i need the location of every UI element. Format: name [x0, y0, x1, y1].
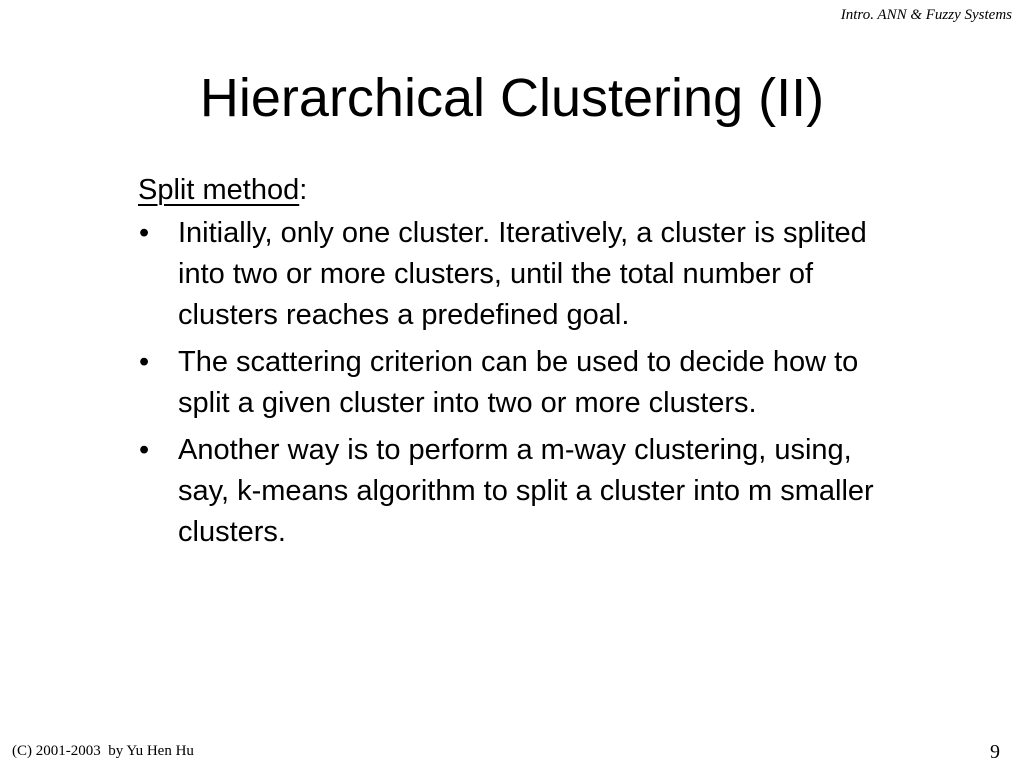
bullet-text: Another way is to perform a m-way clustering, using, say, k-means algorithm to split a cluster into m smaller clusters.	[178, 434, 874, 548]
page-number: 9	[990, 741, 1000, 763]
bullet-text: The scattering criterion can be used to decide how to split a given cluster into two or more clusters.	[178, 346, 859, 419]
section-heading-label: Split method	[138, 174, 300, 206]
course-title-header: Intro. ANN & Fuzzy Systems	[840, 7, 1012, 23]
bullet-text: Initially, only one cluster. Iteratively, a cluster is splited into two or more clusters, until the total number of clusters reaches a predefined goal.	[178, 217, 867, 331]
copyright-footer: (C) 2001-2003 by Yu Hen Hu	[12, 743, 194, 759]
bullet-icon: •	[139, 346, 150, 378]
bullet-list	[138, 213, 898, 553]
section-heading-colon: :	[299, 174, 308, 206]
slide-title: Hierarchical Clustering (II)	[199, 68, 825, 128]
bullet-icon: •	[139, 217, 150, 249]
bullet-item	[138, 342, 898, 424]
bullet-item	[138, 430, 898, 553]
bullet-item	[138, 213, 898, 336]
bullet-icon: •	[139, 434, 150, 466]
section-heading	[138, 170, 898, 211]
slide-body	[138, 170, 898, 559]
